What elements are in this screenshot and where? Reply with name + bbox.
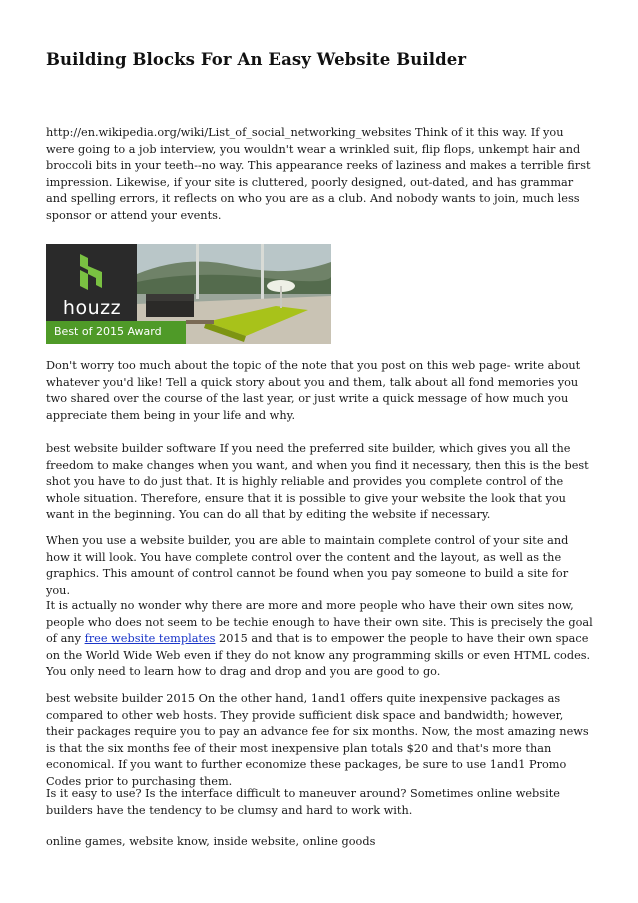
paragraph-ease: Is it easy to use? Is the interface difficult to maneuver around? Sometimes online website builders have the tendency to be clumsy and hard to work with.: [46, 787, 560, 817]
page-title: Building Blocks For An Easy Website Builder: [46, 50, 467, 69]
paragraph-1and1: best website builder 2015 On the other hand, 1and1 offers quite inexpensive packages as compared to other web hosts. They provide sufficient disk space and bandwidth; however, their packages require you to pay an advance fee for six months. Now, the most amazing news is that the six months fee of their most inexpensive plan totals $20 and that's more than economical. If you want to further economize these packages, be sure to use 1and1 Promo Codes prior to purchasing them.: [46, 692, 589, 788]
houzz-logo-icon: [72, 252, 112, 294]
paragraph-software: best website builder software If you need the preferred site builder, which gives you all the freedom to make changes when you want, and when you find it necessary, then this is the best shot you have to do just that. It is highly reliable and provides you complete control of the whole situation. Therefore, ensure that it is possible to give your website the look that you want in the beginning. You can do all that by editing the website if necessary.: [46, 442, 589, 522]
paragraph-tags: online games, website know, inside website, online goods: [46, 835, 376, 848]
paragraph-note: Don't worry too much about the topic of the note that you post on this web page- write about whatever you'd like! Tell a quick story about you and them, talk about all fond memories you two shared over the course of the last year, or just write a quick message of how much you appreciate them being in your life and why.: [46, 359, 581, 422]
houzz-award-image: [46, 244, 331, 344]
houzz-brand-text: houzz: [62, 297, 122, 319]
award-text: Best of 2015 Award: [54, 325, 162, 338]
paragraph-intro: http://en.wikipedia.org/wiki/List_of_social_networking_websites Think of it this way. If you were going to a job interview, you wouldn't wear a wrinkled suit, flip flops, unkempt hair and broccoli bits in your teeth--no way. This appearance reeks of laziness and makes a terrible first impression. Likewise, if your site is cluttered, poorly designed, out-dated, and has grammar and spelling errors, it reflects on who you are as a club. And nobody wants to join, much less sponsor or attend your events.: [46, 126, 591, 222]
paragraph-templates-before: It is actually no wonder why there are more and more people who have their own sites now, people who does not seem to be techie enough to have their own site. This is precisely the goal of any: [46, 599, 593, 646]
paragraph-templates: [46, 598, 594, 681]
free-website-templates-link[interactable]: free website templates: [84, 632, 216, 646]
paragraph-control: When you use a website builder, you are able to maintain complete control of your site and how it will look. You have complete control over the content and the layout, as well as the graphics. This amount of control cannot be found when you pay someone to build a site for you.: [46, 534, 569, 597]
paragraph-templates-after: 2015 and that is to empower the people to have their own space on the World Wide Web even if they do not know any programming skills or even HTML codes. You only need to learn how to drag and drop and you are good to go.: [46, 632, 591, 679]
